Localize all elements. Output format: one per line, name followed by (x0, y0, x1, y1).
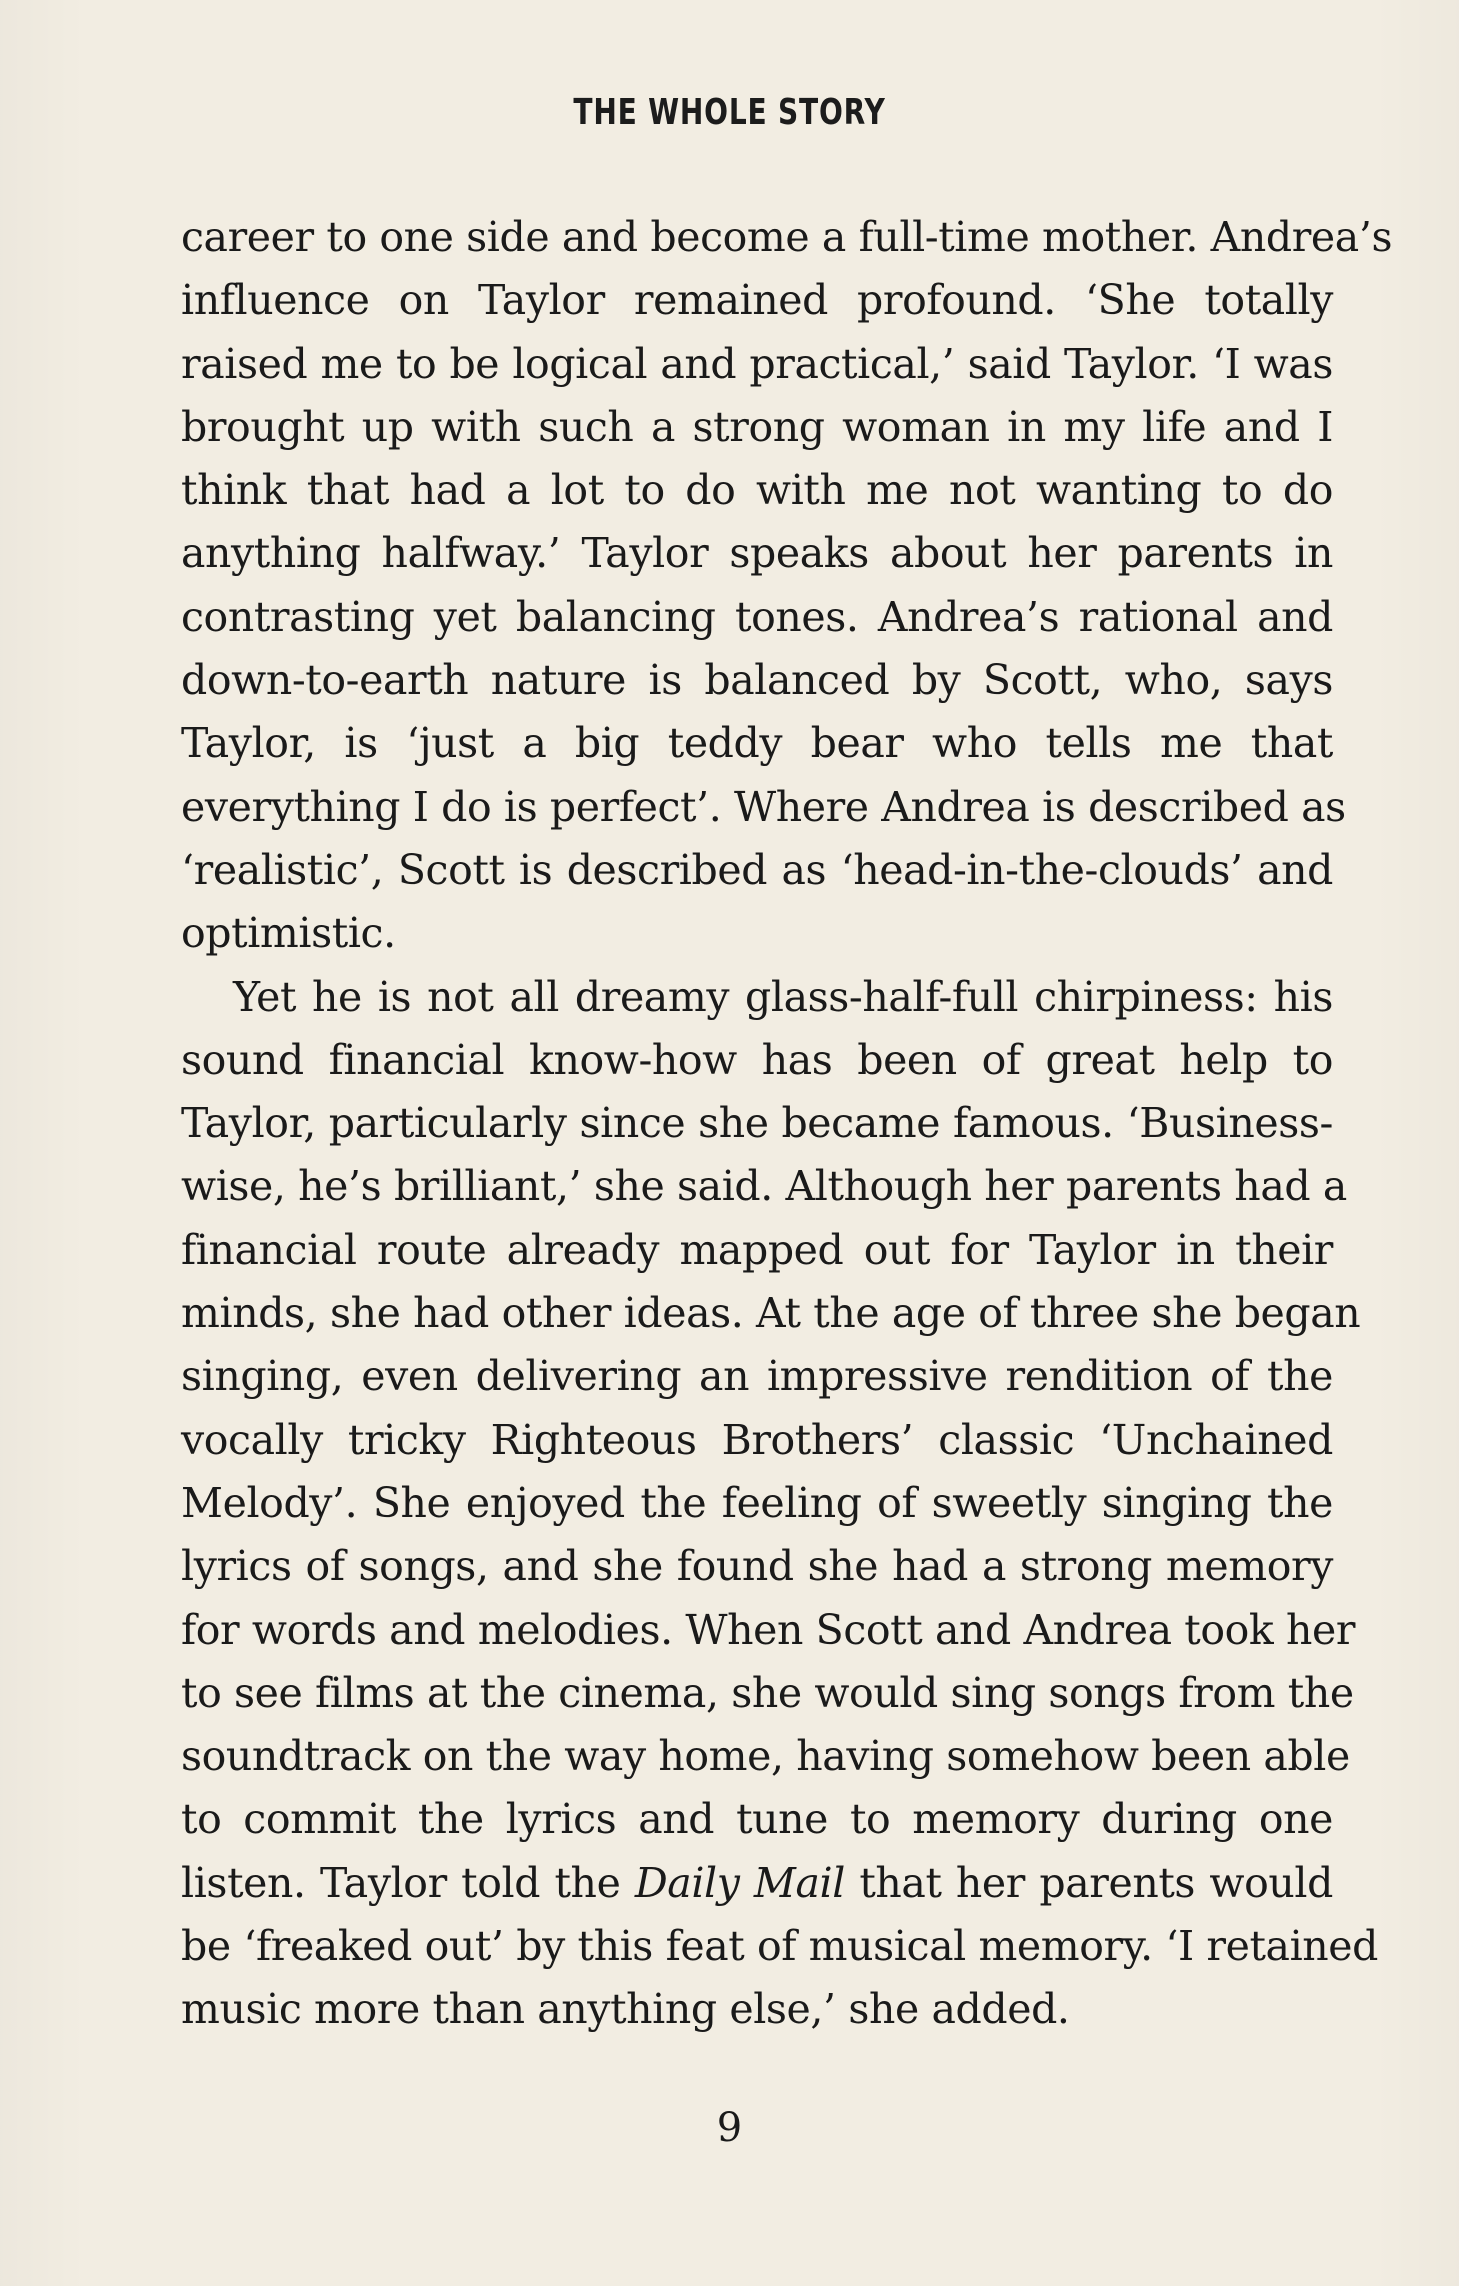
text-fragment: listen. Taylor told the (181, 1858, 635, 1907)
text-line: Yet he is not all dreamy glass-half-full chirpiness: his (233, 972, 1333, 1021)
text-line: to commit the lyrics and tune to memory during one (181, 1795, 1333, 1844)
text-fragment: that her parents would (844, 1858, 1333, 1907)
running-head: THE WHOLE STORY (573, 92, 886, 133)
text-line: for words and melodies. When Scott and Andrea took her (181, 1605, 1356, 1654)
text-line: raised me to be logical and practical,’ said Taylor. ‘I was (181, 339, 1333, 388)
text-line: minds, she had other ideas. At the age of three she began (181, 1289, 1361, 1338)
text-line: brought up with such a strong woman in my life and I (181, 402, 1333, 451)
text-line: anything halfway.’ Taylor speaks about her parents in (181, 529, 1333, 578)
text-line (181, 1852, 1333, 1915)
text-line: everything I do is perfect’. Where Andrea is described as (181, 782, 1346, 831)
publication-title: Daily Mail (634, 1858, 845, 1907)
text-line: be ‘freaked out’ by this feat of musical memory. ‘I retained (181, 1922, 1379, 1971)
text-line: Melody’. She enjoyed the feeling of sweetly singing the (181, 1478, 1333, 1527)
text-line: music more than anything else,’ she added. (181, 1985, 1070, 2034)
text-line: sound financial know-how has been of great help to (181, 1035, 1333, 1084)
page-number: 9 (716, 2105, 743, 2151)
text-line: singing, even delivering an impressive rendition of the (181, 1352, 1333, 1401)
text-line: wise, he’s brilliant,’ she said. Although her parents had a (181, 1162, 1347, 1211)
text-line: to see films at the cinema, she would sing songs from the (181, 1668, 1354, 1717)
text-line: Taylor, particularly since she became famous. ‘Business- (181, 1099, 1333, 1148)
text-line: optimistic. (181, 909, 396, 958)
text-line: down-to-earth nature is balanced by Scott, who, says (181, 656, 1333, 705)
text-line: soundtrack on the way home, having somehow been able (181, 1732, 1350, 1781)
text-line: ‘realistic’, Scott is described as ‘head-in-the-clouds’ and (181, 845, 1333, 894)
text-line: think that had a lot to do with me not wanting to do (181, 466, 1333, 515)
text-line: influence on Taylor remained profound. ‘She totally (181, 276, 1333, 325)
text-line: vocally tricky Righteous Brothers’ classic ‘Unchained (181, 1415, 1333, 1464)
text-line: financial route already mapped out for Taylor in their (181, 1225, 1333, 1274)
body-text (181, 206, 1393, 2042)
text-line: Taylor, is ‘just a big teddy bear who tells me that (181, 719, 1333, 768)
text-line: career to one side and become a full-time mother. Andrea’s (181, 213, 1393, 261)
text-line: contrasting yet balancing tones. Andrea’s rational and (181, 592, 1333, 641)
text-line: lyrics of songs, and she found she had a strong memory (181, 1542, 1333, 1591)
